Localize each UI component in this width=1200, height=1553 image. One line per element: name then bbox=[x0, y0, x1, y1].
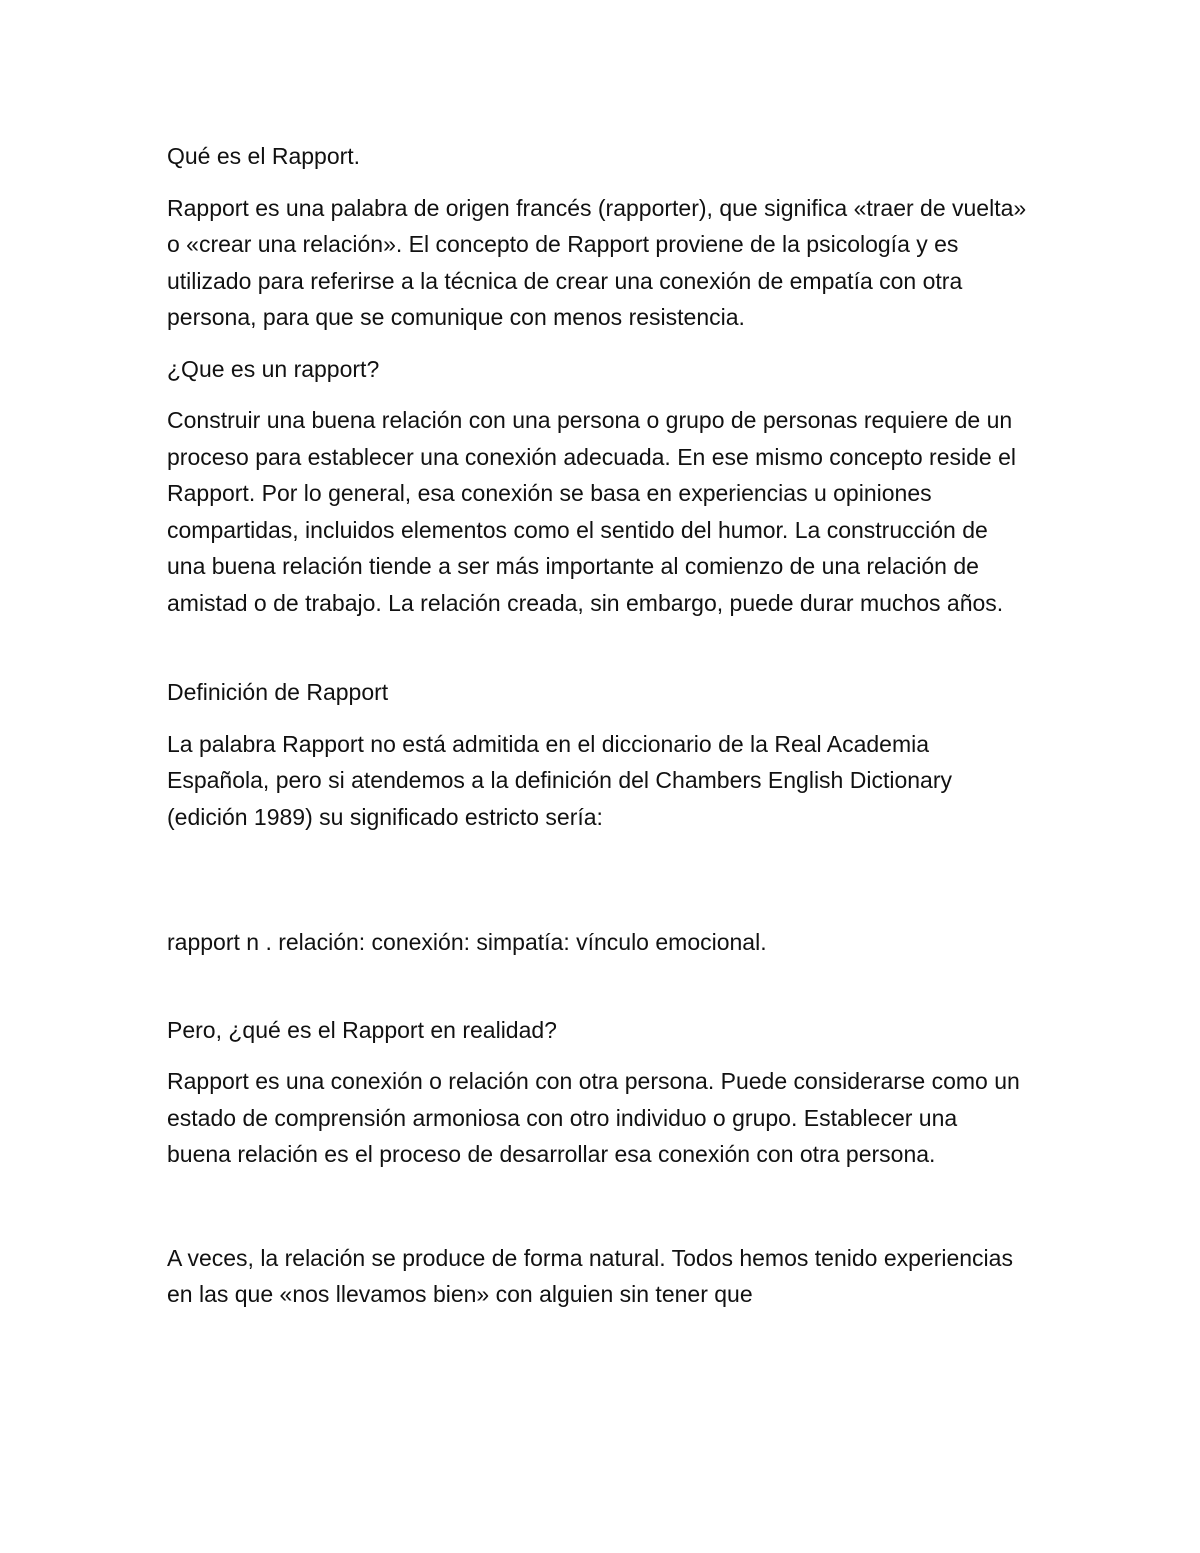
blank-line bbox=[167, 850, 1027, 924]
paragraph: A veces, la relación se produce de forma natural. Todos hemos tenido experiencias en las que «nos llevamos bien» con alguien sin tener que bbox=[167, 1244, 1013, 1307]
paragraph: Construir una buena relación con una persona o grupo de personas requiere de un proceso para establecer una conexión adecuada. En ese mismo concepto reside el Rapport. Por lo general, esa conexión se basa en experiencias u opiniones compartidas, incluidos elementos como el sentido del humor. La construcción de una buena relación tiende a ser más importante al comienzo de una relación de amistad o de trabajo. La relación creada, sin embargo, puede durar muchos años. bbox=[167, 407, 1016, 616]
section-heading: Pero, ¿qué es el Rapport en realidad? bbox=[167, 1016, 557, 1043]
section-heading: ¿Que es un rapport? bbox=[167, 355, 380, 382]
section-heading: Definición de Rapport bbox=[167, 679, 389, 705]
blank-line bbox=[167, 976, 1027, 1012]
blank-line bbox=[167, 636, 1027, 674]
definition-line: rapport n . relación: conexión: simpatía: vínculo emocional. bbox=[167, 929, 767, 955]
paragraph: Rapport es una palabra de origen francés (rapporter), que significa «traer de vuelta» o «crear una relación». El concepto de Rapport proviene de la psicología y es utilizado para referirse a la técnica de crear una conexión de empatía con otra persona, para que se comunique con menos resistencia. bbox=[167, 194, 1027, 330]
blank-line bbox=[167, 1188, 1027, 1240]
section-heading: Qué es el Rapport. bbox=[167, 143, 361, 169]
paragraph: La palabra Rapport no está admitida en el diccionario de la Real Academia Española, pero si atendemos a la definición del Chambers English Dictionary (edición 1989) su significado estricto sería: bbox=[167, 730, 952, 830]
document-body bbox=[167, 138, 1027, 1328]
paragraph: Rapport es una conexión o relación con otra persona. Puede considerarse como un estado de comprensión armoniosa con otro individuo o grupo. Establecer una buena relación es el proceso de desarrollar esa conexión con otra persona. bbox=[167, 1068, 1020, 1167]
